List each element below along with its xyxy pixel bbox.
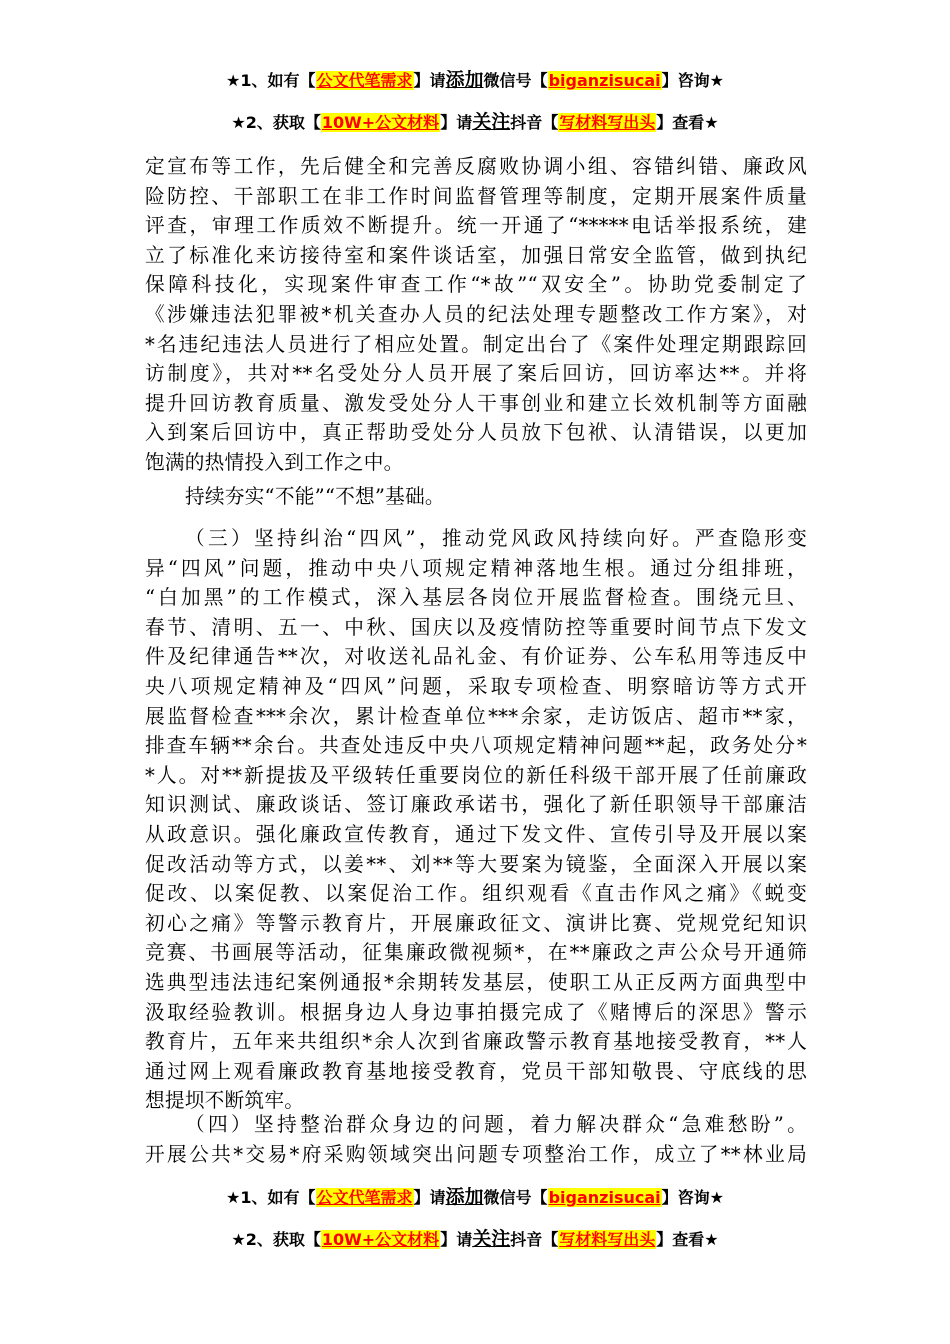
text-line: （三）坚持纠治“四风”，推动党风政风持续向好。严查隐形变 (185, 527, 807, 550)
banner-highlight-douyin-account[interactable]: 写材料写出头 (559, 1230, 656, 1249)
text-line: 持续夯实“不能”“不想”基础。 (185, 485, 445, 508)
banner-prefix: ★2、获取【 (231, 113, 321, 132)
text-line: 提升回访教育质量、激发受处分人干事创业和建立长效机制等方面融 (145, 391, 807, 415)
text-line: 险防控、干部职工在非工作时间监督管理等制度，定期开展案件质量 (145, 184, 807, 208)
text-line: *人。对**新提拔及平级转任重要岗位的新任科级干部开展了任前廉政 (145, 763, 807, 787)
banner-text: 抖音【 (510, 1230, 559, 1249)
banner-emphasis: 关注 (472, 1228, 511, 1250)
banner-suffix: 】查看★ (656, 1230, 719, 1249)
paragraph-public-concerns (145, 1110, 807, 1169)
banner-suffix: 】咨询★ (661, 71, 724, 90)
banner-text: 微信号【 (483, 71, 548, 90)
bottom-banner-line-1 (0, 1186, 950, 1209)
banner-text: 】请 (413, 71, 446, 90)
banner-highlight-service[interactable]: 公文代笔需求 (316, 1188, 413, 1207)
text-line: 定宣布等工作，先后健全和完善反腐败协调小组、容错纠错、廉政风 (145, 155, 807, 178)
banner-text: 】请 (440, 1230, 473, 1249)
banner-highlight-materials[interactable]: 10W+公文材料 (321, 113, 440, 132)
paragraph-four-winds (145, 524, 807, 1116)
text-line: 促改、以案促教、以案促治工作。组织观看《直击作风之痛》《蜕变 (145, 882, 807, 906)
text-line: “白加黑”的工作模式，深入基层各岗位开展监督检查。围绕元旦、 (145, 586, 807, 610)
banner-highlight-wechat-id[interactable]: biganzisucai (548, 1188, 661, 1207)
top-banner-line-2 (0, 111, 950, 134)
top-banner-line-1 (0, 69, 950, 92)
text-line: 初心之痛》等警示教育片，开展廉政征文、演讲比赛、党规党纪知识 (145, 911, 807, 935)
banner-highlight-douyin-account[interactable]: 写材料写出头 (559, 113, 656, 132)
text-line: 异“四风”问题，推动中央八项规定精神落地生根。通过分组排班， (145, 556, 807, 580)
banner-suffix: 】咨询★ (661, 1188, 724, 1207)
text-line: 展监督检查***余次，累计检查单位***余家，走访饭店、超市**家， (145, 704, 807, 728)
banner-text: 】请 (413, 1188, 446, 1207)
text-line: *名违纪违法人员进行了相应处置。制定出台了《案件处理定期跟踪回 (145, 332, 807, 356)
text-line: 件及纪律通告**次，对收送礼品礼金、有价证券、公车私用等违反中 (145, 645, 807, 669)
banner-prefix: ★1、如有【 (226, 1188, 316, 1207)
banner-text: 微信号【 (483, 1188, 548, 1207)
banner-suffix: 】查看★ (656, 113, 719, 132)
text-line: 促改活动等方式，以姜**、刘**等大要案为镜鉴，全面深入开展以案 (145, 852, 807, 876)
bottom-banner-line-2 (0, 1228, 950, 1251)
banner-highlight-wechat-id[interactable]: biganzisucai (548, 71, 661, 90)
banner-emphasis: 添加 (445, 69, 484, 91)
text-line: 访制度》，共对**名受处分人员开展了案后回访，回访率达**。并将 (145, 362, 807, 386)
text-line: 保障科技化，实现案件审查工作“*故”“双安全”。协助党委制定了 (145, 273, 807, 297)
text-line: 央八项规定精神及“四风”问题，采取专项检查、明察暗访等方式开 (145, 674, 807, 698)
banner-emphasis: 关注 (472, 111, 511, 133)
text-line: 排查车辆**余台。共查处违反中央八项规定精神问题**起，政务处分* (145, 734, 807, 758)
paragraph-case-review (145, 152, 807, 478)
text-line: 《涉嫌违法犯罪被*机关查办人员的纪法处理专题整改工作方案》，对 (145, 302, 807, 326)
banner-highlight-materials[interactable]: 10W+公文材料 (321, 1230, 440, 1249)
text-line: 评查，审理工作质效不断提升。统一开通了“*****电话举报系统，建 (145, 214, 807, 238)
text-line: 开展公共*交易*府采购领域突出问题专项整治工作，成立了**林业局 (145, 1142, 807, 1166)
text-line: 饱满的热情投入到工作之中。 (145, 450, 404, 474)
banner-emphasis: 添加 (445, 1186, 484, 1208)
text-line: 想提坝不断筑牢。 (145, 1089, 305, 1113)
banner-prefix: ★2、获取【 (231, 1230, 321, 1249)
paragraph-heading-foundation (145, 482, 807, 512)
text-line: 入到案后回访中，真正帮助受处分人员放下包袱、认清错误，以更加 (145, 421, 807, 445)
text-line: 选典型违法违纪案例通报*余期转发基层，使职工从正反两方面典型中 (145, 970, 807, 994)
banner-text: 】请 (440, 113, 473, 132)
banner-highlight-service[interactable]: 公文代笔需求 (316, 71, 413, 90)
text-line: 教育片，五年来共组织*余人次到省廉政警示教育基地接受教育，**人 (145, 1030, 807, 1054)
text-line: 春节、清明、五一、中秋、国庆以及疫情防控等重要时间节点下发文 (145, 615, 807, 639)
banner-text: 抖音【 (510, 113, 559, 132)
text-line: （四）坚持整治群众身边的问题，着力解决群众“急难愁盼”。 (185, 1113, 807, 1136)
text-line: 通过网上观看廉政教育基地接受教育，党员干部知敬畏、守底线的思 (145, 1059, 807, 1083)
banner-prefix: ★1、如有【 (226, 71, 316, 90)
text-line: 知识测试、廉政谈话、签订廉政承诺书，强化了新任职领导干部廉洁 (145, 793, 807, 817)
text-line: 竞赛、书画展等活动，征集廉政微视频*，在**廉政之声公众号开通筛 (145, 941, 807, 965)
text-line: 汲取经验教训。根据身边人身边事拍摄完成了《赌博后的深思》警示 (145, 1000, 807, 1024)
text-line: 立了标准化来访接待室和案件谈话室，加强日常安全监管，做到执纪 (145, 243, 807, 267)
text-line: 从政意识。强化廉政宣传教育，通过下发文件、宣传引导及开展以案 (145, 822, 807, 846)
